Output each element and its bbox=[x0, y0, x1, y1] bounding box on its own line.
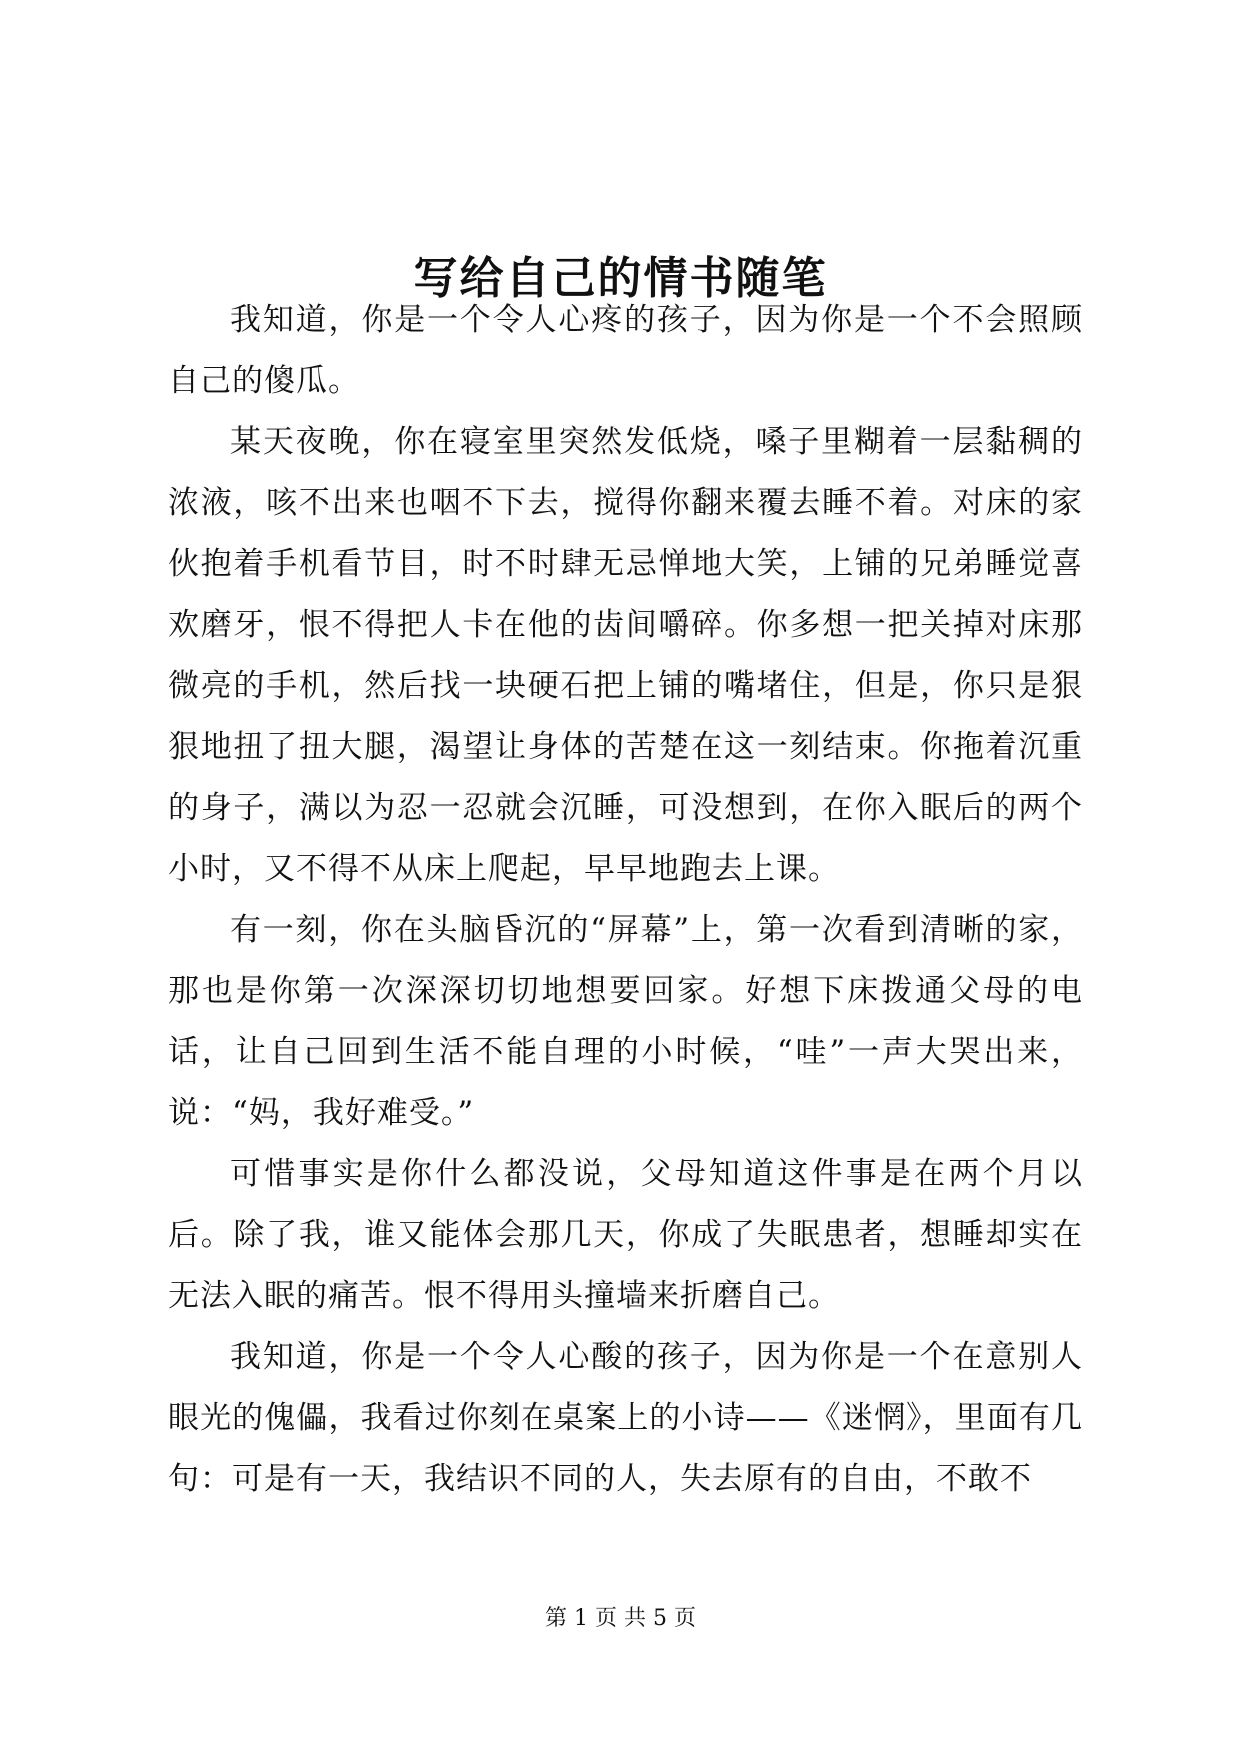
document-body bbox=[168, 290, 1083, 1510]
paragraph-1: 我知道，你是一个令人心疼的孩子，因为你是一个不会照顾自己的傻瓜。 bbox=[168, 302, 1083, 399]
page-footer: 第 1 页 共 5 页 bbox=[545, 1606, 696, 1631]
document-title: 写给自己的情书随笔 bbox=[413, 253, 828, 305]
paragraph-2: 某天夜晚，你在寝室里突然发低烧，嗓子里糊着一层黏稠的浓液，咳不出来也咽不下去，搅得你翻来覆去睡不着。对床的家伙抱着手机看节目，时不时肆无忌惮地大笑，上铺的兄弟睡觉喜欢磨牙，恨不得把人卡在他的齿间嚼碎。你多想一把关掉对床那微亮的手机，然后找一块硬石把上铺的嘴堵住，但是，你只是狠狠地扭了扭大腿，渴望让身体的苦楚在这一刻结束。你拖着沉重的身子，满以为忍一忍就会沉睡，可没想到，在你入眠后的两个小时，又不得不从床上爬起，早早地跑去上课。 bbox=[168, 424, 1083, 887]
paragraph-4: 可惜事实是你什么都没说，父母知道这件事是在两个月以后。除了我，谁又能体会那几天，你成了失眠患者，想睡却实在无法入眠的痛苦。恨不得用头撞墙来折磨自己。 bbox=[168, 1156, 1083, 1314]
paragraph-5: 我知道，你是一个令人心酸的孩子，因为你是一个在意别人眼光的傀儡，我看过你刻在桌案上的小诗——《迷惘》，里面有几句：可是有一天，我结识不同的人，失去原有的自由，不敢不 bbox=[168, 1339, 1083, 1497]
paragraph-3: 有一刻，你在头脑昏沉的“屏幕”上，第一次看到清晰的家，那也是你第一次深深切切地想要回家。好想下床拨通父母的电话，让自己回到生活不能自理的小时候，“哇”一声大哭出来，说：“妈，我好难受。” bbox=[168, 912, 1083, 1131]
